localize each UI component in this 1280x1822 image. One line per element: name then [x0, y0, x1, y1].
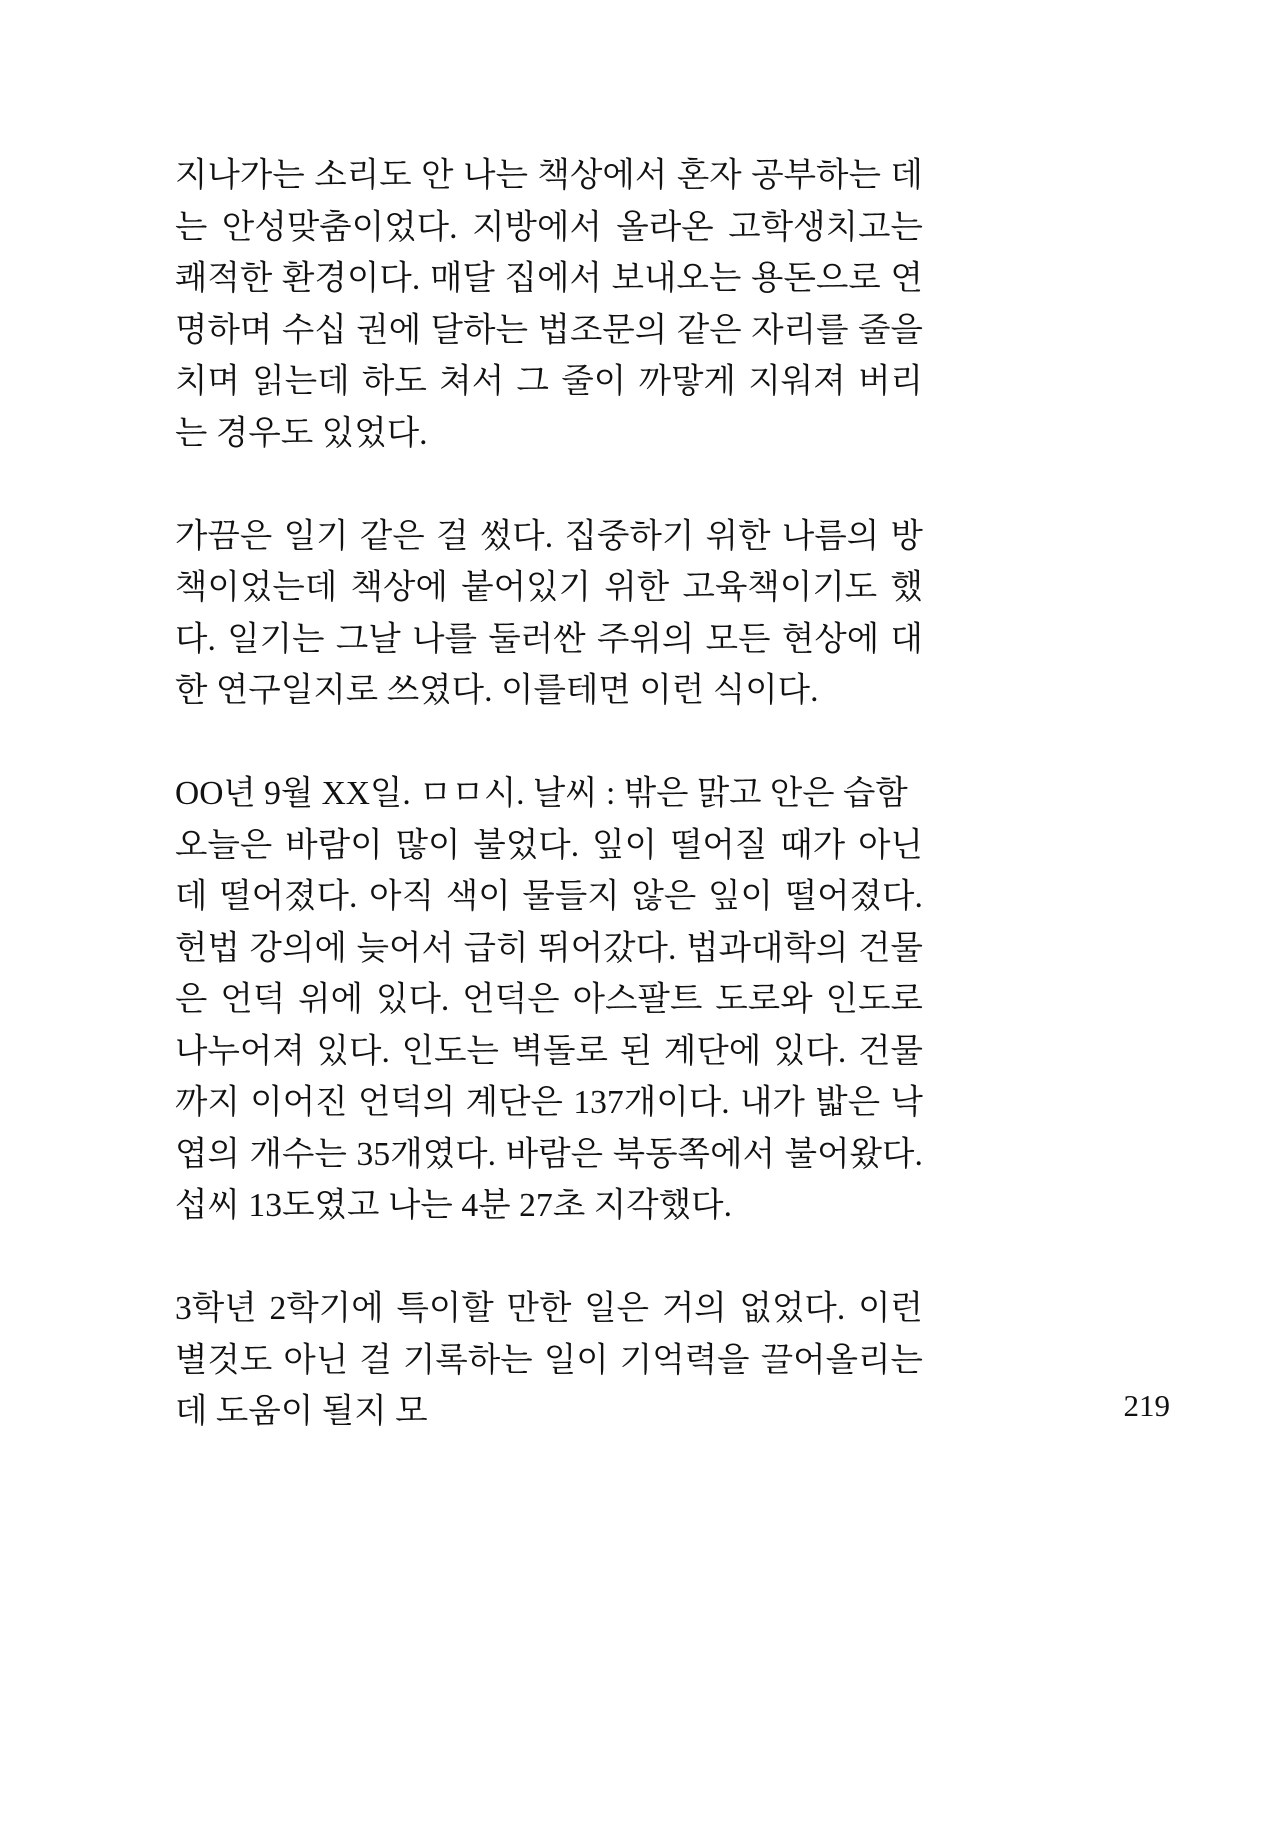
paragraph-2: 가끔은 일기 같은 걸 썼다. 집중하기 위한 나름의 방책이었는데 책상에 붙어있기 위한 고육책이기도 했다. 일기는 그날 나를 둘러싼 주위의 모든 현상에 대한 연구일지로 쓰였다. 이를테면 이런 식이다.	[175, 517, 923, 709]
diary-entry-header: OO년 9월 XX일. ㅁㅁ시. 날씨 : 밖은 맑고 안은 습함	[175, 775, 908, 812]
paragraph-4: 3학년 2학기에 특이할 만한 일은 거의 없었다. 이런 별것도 아닌 걸 기록하는 일이 기억력을 끌어올리는 데 도움이 될지 모	[175, 1290, 923, 1430]
paragraph-1: 지나가는 소리도 안 나는 책상에서 혼자 공부하는 데는 안성맞춤이었다. 지방에서 올라온 고학생치고는 쾌적한 환경이다. 매달 집에서 보내오는 용돈으로 연명하며 수십 권에 달하는 법조문의 같은 자리를 줄을 치며 읽는데 하도 쳐서 그 줄이 까맣게 지워져 버리는 경우도 있었다.	[175, 157, 923, 452]
page-number: 219	[1123, 1388, 1170, 1423]
diary-entry-body: 오늘은 바람이 많이 불었다. 잎이 떨어질 때가 아닌데 떨어졌다. 아직 색이 물들지 않은 잎이 떨어졌다. 헌법 강의에 늦어서 급히 뛰어갔다. 법과대학의 건물은 언덕 위에 있다. 언덕은 아스팔트 도로와 인도로 나누어져 있다. 인도는 벽돌로 된 계단에 있다. 건물까지 이어진 언덕의 계단은 137개이다. 내가 밟은 낙엽의 개수는 35개였다. 바람은 북동쪽에서 불어왔다. 섭씨 13도였고 나는 4분 27초 지각했다.	[175, 826, 923, 1224]
page-text-block	[175, 150, 923, 1438]
